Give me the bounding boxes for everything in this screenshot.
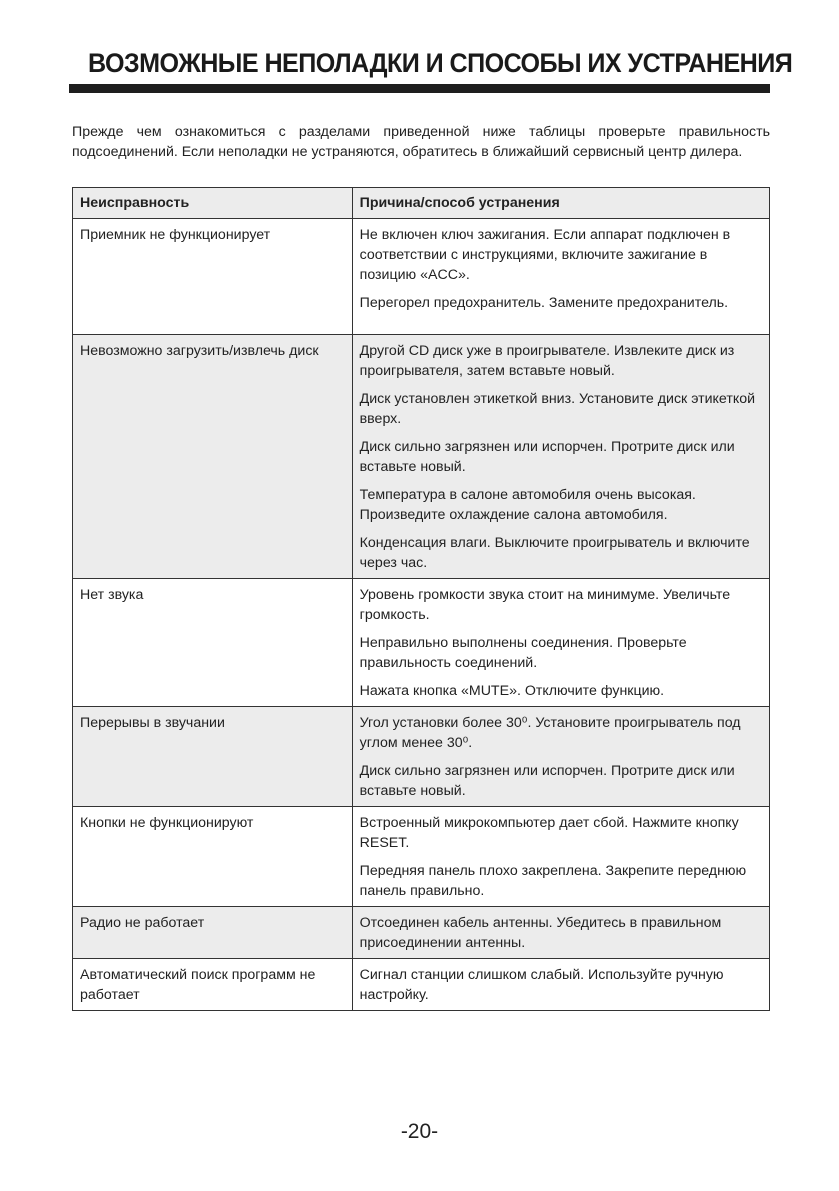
remedy-cell xyxy=(352,907,769,959)
remedy-item: Встроенный микрокомпьютер дает сбой. Нажмите кнопку RESET. xyxy=(359,815,739,851)
remedy-item: Конденсация влаги. Выключите проигрыватель и включите через час. xyxy=(359,535,750,571)
page-number: -20- xyxy=(400,1120,439,1143)
symptom-cell: Приемник не функционирует xyxy=(73,219,353,335)
remedy-item: Нажата кнопка «MUTE». Отключите функцию. xyxy=(359,683,665,699)
remedy-item: Уровень громкости звука стоит на минимуме. Увеличьте громкость. xyxy=(359,587,731,623)
table-row xyxy=(73,907,770,959)
symptom-cell: Автоматический поиск программ не работает xyxy=(73,959,353,1011)
remedy-item: Диск сильно загрязнен или испорчен. Протрите диск или вставьте новый. xyxy=(359,763,735,799)
remedy-item: Неправильно выполнены соединения. Проверьте правильность соединений. xyxy=(359,635,687,671)
column-header-symptom: Неисправность xyxy=(73,188,353,219)
remedy-cell xyxy=(352,219,769,335)
column-header-remedy: Причина/способ устранения xyxy=(352,188,769,219)
remedy-item: Другой CD диск уже в проигрывателе. Извлеките диск из проигрывателя, затем вставьте новый. xyxy=(359,343,735,379)
remedy-item: Перегорел предохранитель. Замените предохранитель. xyxy=(359,295,729,311)
symptom-cell: Радио не работает xyxy=(73,907,353,959)
table-row xyxy=(73,219,770,335)
intro-paragraph: Прежде чем ознакомиться с разделами приведенной ниже таблицы проверьте правильность подсоединений. Если неполадки не устраняются, обратитесь в ближайший сервисный центр дилера. xyxy=(72,124,770,160)
remedy-cell xyxy=(352,959,769,1011)
remedy-item: Отсоединен кабель антенны. Убедитесь в правильном присоединении антенны. xyxy=(359,915,722,951)
remedy-item: Передняя панель плохо закреплена. Закрепите переднюю панель правильно. xyxy=(359,863,747,899)
table-row xyxy=(73,807,770,907)
remedy-cell xyxy=(352,807,769,907)
remedy-cell xyxy=(352,335,769,579)
remedy-item: Сигнал станции слишком слабый. Используйте ручную настройку. xyxy=(359,967,724,1003)
symptom-cell: Кнопки не функционируют xyxy=(73,807,353,907)
table-row xyxy=(73,579,770,707)
remedy-item: Температура в салоне автомобиля очень высокая. Произведите охлаждение салона автомобиля. xyxy=(359,487,696,523)
remedy-item: Не включен ключ зажигания. Если аппарат подключен в соответствии с инструкциями, включите зажигание в позицию «ACC». xyxy=(359,227,731,283)
troubleshooting-table xyxy=(72,187,770,1011)
remedy-cell xyxy=(352,707,769,807)
remedy-item: Угол установки более 30⁰. Установите проигрыватель под углом менее 30⁰. xyxy=(359,715,741,751)
table-row xyxy=(73,959,770,1011)
table-header-row xyxy=(73,188,770,219)
symptom-cell: Нет звука xyxy=(73,579,353,707)
remedy-cell xyxy=(352,579,769,707)
title-underline-rule xyxy=(69,84,770,93)
symptom-cell: Невозможно загрузить/извлечь диск xyxy=(73,335,353,579)
table-row xyxy=(73,335,770,579)
remedy-item: Диск сильно загрязнен или испорчен. Протрите диск или вставьте новый. xyxy=(359,439,735,475)
page-title: ВОЗМОЖНЫЕ НЕПОЛАДКИ И СПОСОБЫ ИХ УСТРАНЕНИЯ xyxy=(88,48,793,78)
table-row xyxy=(73,707,770,807)
symptom-cell: Перерывы в звучании xyxy=(73,707,353,807)
remedy-item: Диск установлен этикеткой вниз. Установите диск этикеткой вверх. xyxy=(359,391,756,427)
